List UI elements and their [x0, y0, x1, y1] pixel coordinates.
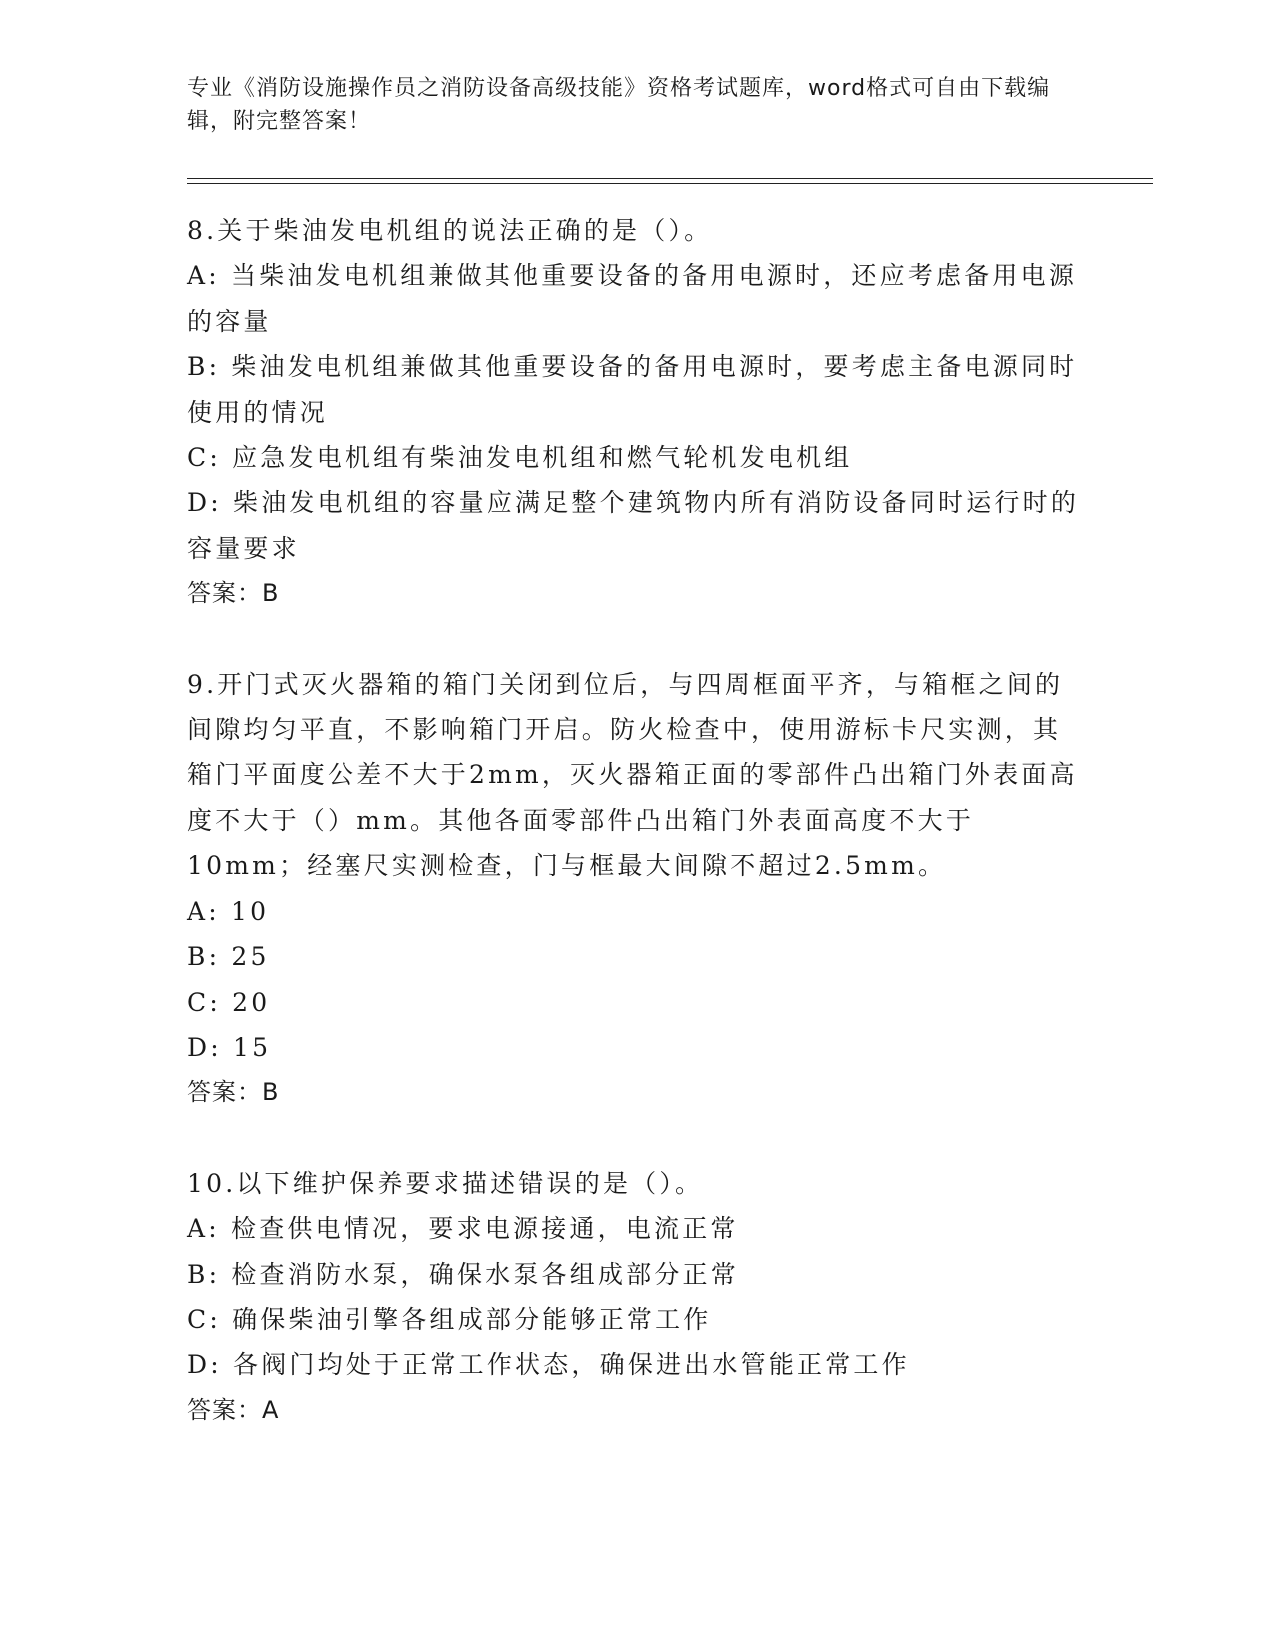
option-d: D: 柴油发电机组的容量应满足整个建筑物内所有消防设备同时运行时的容量要求	[187, 488, 1080, 563]
question-spacer	[187, 1116, 1087, 1161]
option-a: A: 检查供电情况，要求电源接通，电流正常	[187, 1214, 739, 1244]
option-b: B: 25	[187, 942, 270, 972]
question-list	[187, 208, 1087, 1433]
answer-line: 答案：A	[187, 1395, 280, 1424]
option-a: A: 10	[187, 896, 270, 926]
option-a: A: 当柴油发电机组兼做其他重要设备的备用电源时，还应考虑备用电源的容量	[187, 261, 1078, 336]
option-b: B: 检查消防水泵，确保水泵各组成部分正常	[187, 1259, 739, 1289]
question-stem: 8.关于柴油发电机组的说法正确的是（）。	[187, 216, 713, 245]
option-d: D: 15	[187, 1032, 272, 1062]
question-stem: 9.开门式灭火器箱的箱门关闭到位后，与四周框面平齐，与箱框之间的间隙均匀平直，不影响箱门开启。防火检查中，使用游标卡尺实测，其箱门平面度公差不大于2mm，灭火器箱正面的零部件凸出箱门外表面高度不大于（）mm。其他各面零部件凸出箱门外表面高度不大于10mm；经塞尺实测检查，门与框最大间隙不超过2.5mm。	[187, 669, 1078, 881]
answer-line: 答案：B	[187, 1078, 280, 1107]
document-header: 专业《消防设施操作员之消防设备高级技能》资格考试题库，word格式可自由下载编辑，附完整答案！	[187, 76, 1051, 134]
option-d: D: 各阀门均处于正常工作状态，确保进出水管能正常工作	[187, 1350, 910, 1380]
option-c: C: 应急发电机组有柴油发电机组和燃气轮机发电机组	[187, 443, 853, 473]
question-spacer	[187, 617, 1087, 662]
question-8	[187, 208, 1087, 617]
question-9	[187, 662, 1087, 1116]
option-c: C: 20	[187, 987, 271, 1017]
option-c: C: 确保柴油引擎各组成部分能够正常工作	[187, 1304, 712, 1334]
question-10	[187, 1161, 1087, 1433]
answer-line: 答案：B	[187, 579, 280, 608]
question-stem: 10.以下维护保养要求描述错误的是（）。	[187, 1168, 704, 1198]
header-divider-line-secondary	[187, 183, 1153, 184]
option-b: B: 柴油发电机组兼做其他重要设备的备用电源时，要考虑主备电源同时使用的情况	[187, 352, 1078, 427]
header-divider-line	[187, 178, 1153, 179]
